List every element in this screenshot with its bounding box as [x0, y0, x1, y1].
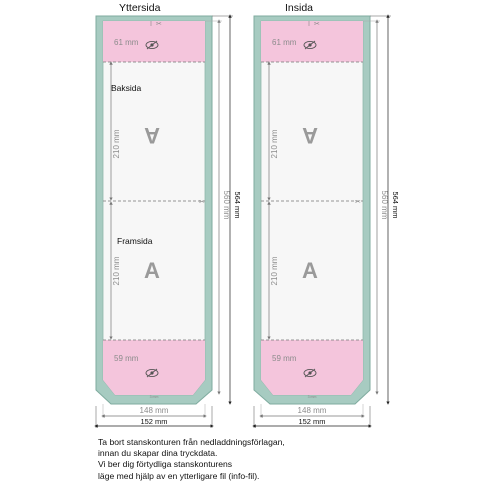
outer-width-dim: 152 mm — [298, 417, 326, 426]
outer-height-dim: 564 mm — [391, 191, 400, 219]
panel-outer-side — [96, 2, 242, 428]
scissors-icon: ✂ — [156, 20, 162, 28]
outer-width-dim: 152 mm — [140, 417, 168, 426]
lower-height-dim: 210 mm — [112, 256, 121, 286]
top-safe-label: 61 mm — [272, 38, 297, 47]
upside-down-letter: A — [144, 123, 160, 148]
upside-down-letter: A — [302, 123, 318, 148]
tiny-bleed-note: 3 mm — [307, 395, 317, 399]
upper-height-dim: 210 mm — [270, 129, 279, 159]
inner-height-dim: 560 mm — [222, 190, 231, 220]
inner-width-dim: 148 mm — [297, 406, 327, 415]
inner-width-dim: 148 mm — [139, 406, 169, 415]
top-safe-label: 61 mm — [114, 38, 139, 47]
bottom-safe-label: 59 mm — [114, 354, 139, 363]
panel-title: Yttersida — [119, 2, 161, 14]
scissors-icon: ✂ — [199, 198, 205, 206]
note-line: läge med hjälp av en ytterligare fil (info-fil). — [98, 470, 260, 481]
back-side-label: Baksida — [111, 83, 142, 93]
note-line: Vi ber dig förtydliga stanskonturens — [98, 459, 233, 470]
bottom-safe-label: 59 mm — [272, 354, 297, 363]
instruction-note — [98, 437, 488, 482]
bottom-safe-zone — [103, 340, 205, 395]
bottom-safe-zone — [261, 340, 363, 395]
front-letter: A — [302, 258, 318, 283]
tiny-bleed-note: 3 mm — [149, 395, 159, 399]
scissors-icon: ✂ — [355, 198, 361, 206]
scissors-icon: ✂ — [314, 20, 320, 28]
panel-title: Insida — [285, 2, 314, 14]
note-line: Ta bort stanskonturen från nedladdningsförlagan, — [98, 437, 285, 447]
front-side-label: Framsida — [117, 236, 153, 246]
paper-area — [103, 21, 205, 395]
upper-height-dim: 210 mm — [112, 129, 121, 159]
inner-height-dim: 560 mm — [380, 190, 389, 220]
paper-area — [261, 21, 363, 395]
front-letter: A — [144, 258, 160, 283]
outer-height-dim: 564 mm — [233, 191, 242, 219]
note-line: innan du skapar dina tryckdata. — [98, 448, 218, 459]
panel-inner-side — [254, 2, 400, 428]
lower-height-dim: 210 mm — [270, 256, 279, 286]
